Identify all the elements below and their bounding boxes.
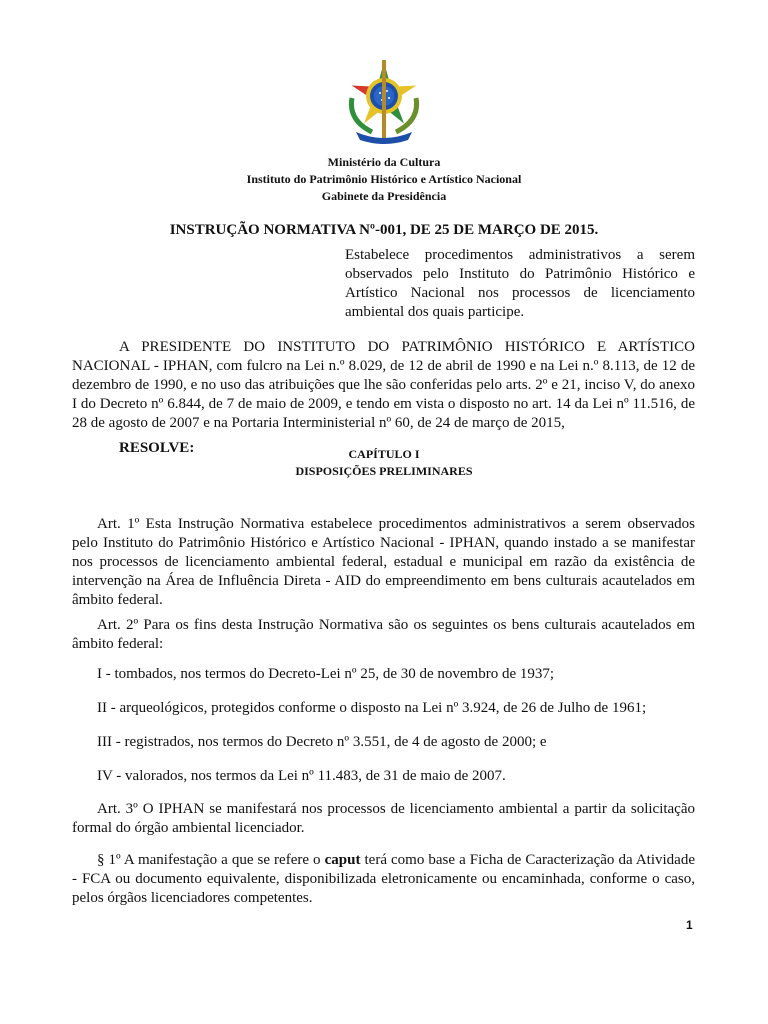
brazil-coat-of-arms-icon: [338, 58, 430, 144]
institute-name: Instituto do Patrimônio Histórico e Artístico Nacional: [246, 172, 522, 186]
caput-term: caput: [324, 852, 361, 868]
paragraph-text-start: § 1º A manifestação a que se refere o: [97, 852, 325, 868]
article-2: Art. 2º Para os fins desta Instrução Normativa são os seguintes os bens culturais acautelados em âmbito federal:: [72, 617, 695, 652]
chapter-heading: [0, 446, 768, 480]
ministry-name: Ministério da Cultura: [327, 155, 441, 169]
preamble-paragraph: A PRESIDENTE DO INSTITUTO DO PATRIMÔNIO HISTÓRICO E ARTÍSTICO NACIONAL - IPHAN, com fulcro na Lei n.º 8.029, de 12 de abril de 1990 e na Lei n.º 8.113, de 12 de dezembro de 1990, e no uso das atribuições que lhe são conferidas pelo arts. 2º e 21, inciso V, do anexo I do Decreto nº 6.844, de 7 de maio de 2009, e tendo em vista o disposto no art. 14 da Lei nº 11.516, de 28 de agosto de 2007 e na Portaria Interministerial nº 60, de 24 de março de 2015,: [72, 339, 695, 431]
article-2-item-2: II - arqueológicos, protegidos conforme o disposto na Lei nº 3.924, de 26 de Julho de 1961;: [97, 700, 647, 716]
article-3-paragraph-1: [72, 851, 695, 908]
resolve-heading: RESOLVE:: [119, 440, 195, 456]
article-1: Art. 1º Esta Instrução Normativa estabelece procedimentos administrativos a serem observados pelo Instituto do Patrimônio Histórico e Artístico Nacional - IPHAN, quando instado a se manifestar nos processos de licenciamento ambiental federal, estadual e municipal em razão da existência de intervenção na Área de Influência Direta - AID do empreendimento em bens culturais acautelados em âmbito federal.: [72, 516, 695, 608]
article-2-item-4: IV - valorados, nos termos da Lei nº 11.483, de 31 de maio de 2007.: [97, 768, 506, 784]
page-number: 1: [686, 918, 693, 932]
article-2-item-1: I - tombados, nos termos do Decreto-Lei nº 25, de 30 de novembro de 1937;: [97, 666, 555, 682]
office-name: Gabinete da Presidência: [321, 189, 447, 203]
chapter-name: DISPOSIÇÕES PRELIMINARES: [295, 464, 473, 478]
document-title: INSTRUÇÃO NORMATIVA Nº-001, DE 25 DE MARÇO DE 2015.: [169, 222, 599, 238]
chapter-number: CAPÍTULO I: [348, 447, 420, 461]
document-summary: Estabelece procedimentos administrativos a serem observados pelo Instituto do Patrimônio Histórico e Artístico Nacional nos processos de licenciamento ambiental dos quais participe.: [345, 247, 695, 320]
article-2-item-3: III - registrados, nos termos do Decreto nº 3.551, de 4 de agosto de 2000; e: [97, 734, 547, 750]
paragraph-text-end: terá como base a Ficha de Caracterização da Atividade - FCA ou documento equivalente, disponibilizada eletronicamente ou encaminhada, conforme o caso, pelos órgãos licenciadores competentes.: [72, 852, 695, 906]
article-3: Art. 3º O IPHAN se manifestará nos processos de licenciamento ambiental a partir da solicitação formal do órgão ambiental licenciador.: [72, 801, 695, 836]
